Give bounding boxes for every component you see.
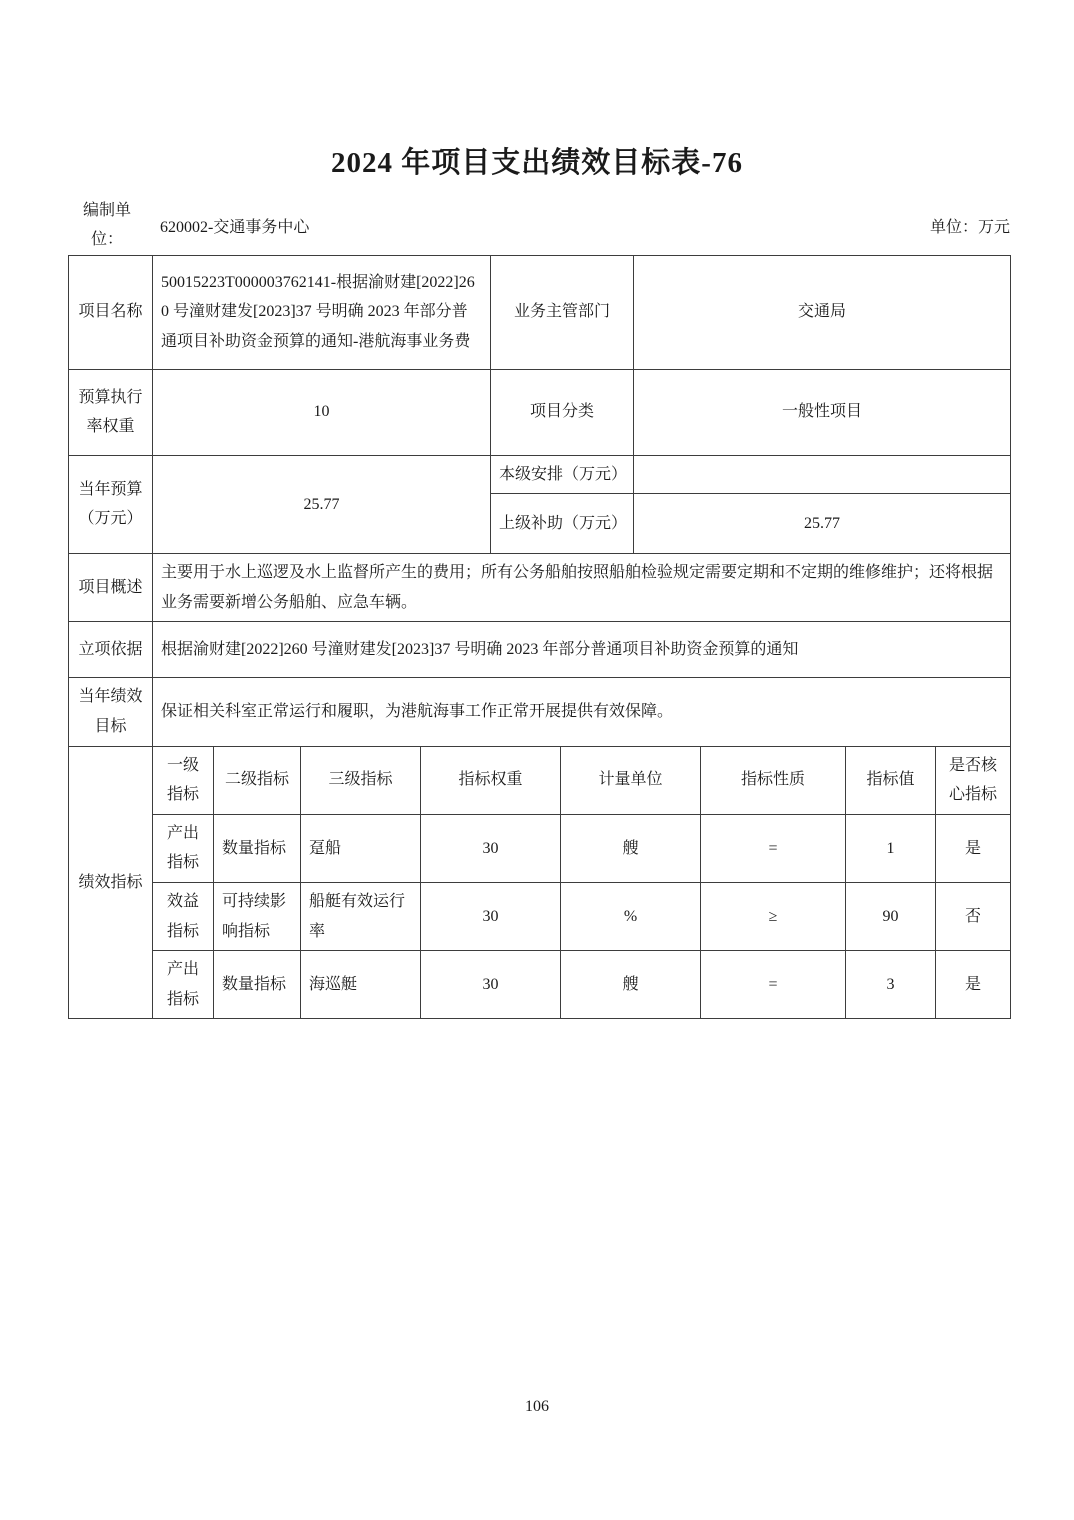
indicators-section-label: 绩效指标: [69, 746, 153, 1019]
table-row: [69, 678, 1011, 746]
category-label: 项目分类: [491, 369, 634, 455]
dept-value: 交通局: [634, 255, 1011, 369]
dept-label: 业务主管部门: [491, 255, 634, 369]
indicator-unit: %: [561, 882, 701, 950]
indicator-core: 是: [936, 951, 1011, 1019]
indicator-value: 3: [846, 951, 936, 1019]
prep-unit-row: [68, 197, 1010, 255]
indicator-unit: 艘: [561, 951, 701, 1019]
col-header-weight: 指标权重: [421, 746, 561, 814]
superior-subsidy-value: 25.77: [634, 494, 1011, 554]
indicator-value: 1: [846, 814, 936, 882]
table-row: [69, 369, 1011, 455]
local-arrangement-label: 本级安排（万元）: [491, 455, 634, 494]
indicator-level1: 效益指标: [153, 882, 214, 950]
page-title: 2024 年项目支出绩效目标表-76: [331, 147, 743, 179]
col-header-core: 是否核心指标: [936, 746, 1011, 814]
indicator-core: 是: [936, 814, 1011, 882]
annual-budget-value: 25.77: [153, 455, 491, 554]
col-header-unit: 计量单位: [561, 746, 701, 814]
col-header-level2: 二级指标: [214, 746, 301, 814]
indicator-header-row: [69, 746, 1011, 814]
indicator-weight: 30: [421, 814, 561, 882]
table-row: [69, 622, 1011, 678]
indicator-nature: =: [701, 814, 846, 882]
annual-budget-label: 当年预算（万元）: [69, 455, 153, 554]
col-header-level3: 三级指标: [301, 746, 421, 814]
indicator-level2: 数量指标: [214, 951, 301, 1019]
indicator-unit: 艘: [561, 814, 701, 882]
col-header-value: 指标值: [846, 746, 936, 814]
currency-unit-note: 单位：万元: [929, 219, 1010, 237]
indicator-row: [69, 814, 1011, 882]
indicator-row: [69, 882, 1011, 950]
basis-value: 根据渝财建[2022]260 号潼财建发[2023]37 号明确 2023 年部分普通项目补助资金预算的通知: [153, 622, 1011, 678]
project-name-label: 项目名称: [69, 255, 153, 369]
budget-weight-label: 预算执行率权重: [69, 369, 153, 455]
superior-subsidy-label: 上级补助（万元）: [491, 494, 634, 554]
indicator-level1: 产出指标: [153, 814, 214, 882]
prep-unit-value: 620002-交通事务中心: [160, 219, 310, 237]
col-header-level1: 一级指标: [153, 746, 214, 814]
indicator-level2: 可持续影响指标: [214, 882, 301, 950]
basis-label: 立项依据: [69, 622, 153, 678]
indicator-core: 否: [936, 882, 1011, 950]
goal-value: 保证相关科室正常运行和履职，为港航海事工作正常开展提供有效保障。: [153, 678, 1011, 746]
page-number: 106: [525, 1398, 549, 1415]
indicator-value: 90: [846, 882, 936, 950]
overview-label: 项目概述: [69, 554, 153, 622]
indicator-level3: 船艇有效运行率: [301, 882, 421, 950]
table-row: [69, 255, 1011, 369]
overview-value: 主要用于水上巡逻及水上监督所产生的费用；所有公务船舶按照船舶检验规定需要定期和不定期的维修维护；还将根据业务需要新增公务船舶、应急车辆。: [153, 554, 1011, 622]
category-value: 一般性项目: [634, 369, 1011, 455]
col-header-nature: 指标性质: [701, 746, 846, 814]
budget-weight-value: 10: [153, 369, 491, 455]
table-row: [69, 554, 1011, 622]
indicator-nature: =: [701, 951, 846, 1019]
project-name-value: 50015223T000003762141-根据渝财建[2022]260 号潼财建发[2023]37 号明确 2023 年部分普通项目补助资金预算的通知-港航海事业务费: [153, 255, 491, 369]
prep-unit-label: 编制单位：: [82, 202, 131, 248]
indicator-weight: 30: [421, 882, 561, 950]
indicator-level2: 数量指标: [214, 814, 301, 882]
indicator-nature: ≥: [701, 882, 846, 950]
indicator-weight: 30: [421, 951, 561, 1019]
indicator-row: [69, 951, 1011, 1019]
goal-label: 当年绩效目标: [69, 678, 153, 746]
performance-target-table: [68, 255, 1011, 1020]
indicator-level3: 趸船: [301, 814, 421, 882]
local-arrangement-value: [634, 455, 1011, 494]
indicator-level1: 产出指标: [153, 951, 214, 1019]
indicator-level3: 海巡艇: [301, 951, 421, 1019]
table-row: [69, 455, 1011, 494]
